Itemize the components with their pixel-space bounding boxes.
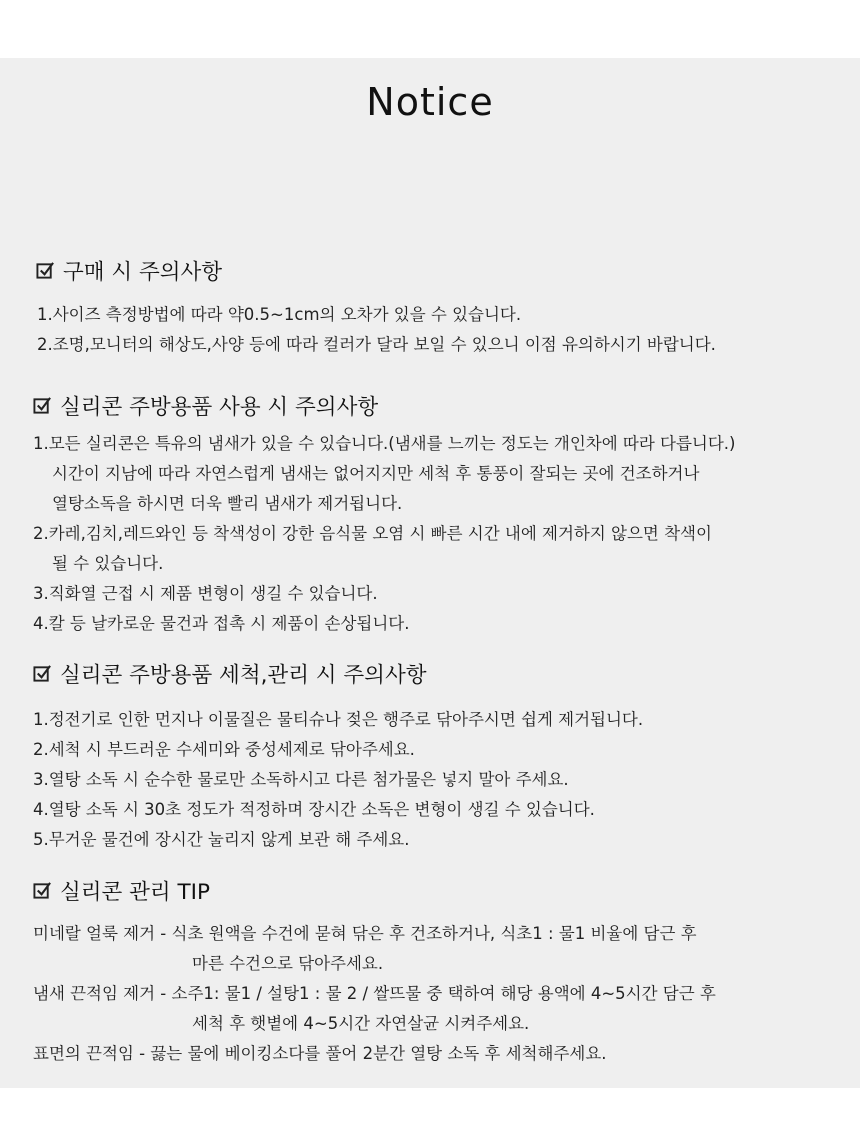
notice-line: 2.카레,김치,레드와인 등 착색성이 강한 음식물 오염 시 빠른 시간 내에 제거하지 않으면 착색이 (33, 524, 712, 543)
notice-line: 시간이 지남에 따라 자연스럽게 냄새는 없어지지만 세척 후 통풍이 잘되는 곳에 건조하거나 (52, 464, 700, 483)
page-title: Notice (366, 80, 494, 124)
notice-line: 4.칼 등 날카로운 물건과 접촉 시 제품이 손상됩니다. (33, 614, 410, 633)
tip-line: 표면의 끈적임 - 끓는 물에 베이킹소다를 풀어 2분간 열탕 소독 후 세척해주세요. (33, 1044, 607, 1063)
notice-line: 될 수 있습니다. (52, 554, 164, 573)
notice-line: 4.열탕 소독 시 30초 정도가 적정하며 장시간 소독은 변형이 생길 수 있습니다. (33, 800, 595, 819)
checkbox-icon (33, 396, 52, 415)
checkbox-icon (33, 881, 52, 900)
section-heading-text: 실리콘 주방용품 사용 시 주의사항 (60, 395, 379, 420)
notice-line: 3.열탕 소독 시 순수한 물로만 소독하시고 다른 첨가물은 넣지 말아 주세요. (33, 770, 569, 789)
checkbox-icon (36, 261, 55, 280)
tip-line: 세척 후 햇볕에 4~5시간 자연살균 시켜주세요. (192, 1014, 530, 1033)
section-heading-purchase (36, 255, 222, 286)
tip-line: 냄새 끈적임 제거 - 소주1: 물1 / 설탕1 : 물 2 / 쌀뜨물 중 택하여 해당 용액에 4~5시간 담근 후 (33, 984, 716, 1003)
section-heading-text: 실리콘 관리 TIP (60, 880, 210, 905)
notice-line: 1.모든 실리콘은 특유의 냄새가 있을 수 있습니다.(냄새를 느끼는 정도는 개인차에 따라 다릅니다.) (33, 434, 736, 453)
section-heading-tip (33, 875, 210, 906)
section-heading-usage (33, 390, 378, 421)
notice-line: 1.정전기로 인한 먼지나 이물질은 물티슈나 젖은 행주로 닦아주시면 쉽게 제거됩니다. (33, 710, 644, 729)
notice-line: 2.조명,모니터의 해상도,사양 등에 따라 컬러가 달라 보일 수 있으니 이점 유의하시기 바랍니다. (37, 335, 716, 354)
tip-line: 미네랄 얼룩 제거 - 식초 원액을 수건에 묻혀 닦은 후 건조하거나, 식초1 : 물1 비율에 담근 후 (33, 924, 697, 943)
section-heading-care (33, 658, 426, 689)
notice-line: 열탕소독을 하시면 더욱 빨리 냄새가 제거됩니다. (52, 494, 403, 513)
notice-line: 2.세척 시 부드러운 수세미와 중성세제로 닦아주세요. (33, 740, 415, 759)
section-heading-text: 실리콘 주방용품 세척,관리 시 주의사항 (60, 663, 427, 688)
checkbox-icon (33, 664, 52, 683)
notice-line: 1.사이즈 측정방법에 따라 약0.5~1cm의 오차가 있을 수 있습니다. (37, 305, 522, 324)
notice-line: 5.무거운 물건에 장시간 눌리지 않게 보관 해 주세요. (33, 830, 410, 849)
section-heading-text: 구매 시 주의사항 (63, 260, 223, 285)
tip-line: 마른 수건으로 닦아주세요. (192, 954, 384, 973)
notice-line: 3.직화열 근접 시 제품 변형이 생길 수 있습니다. (33, 584, 378, 603)
